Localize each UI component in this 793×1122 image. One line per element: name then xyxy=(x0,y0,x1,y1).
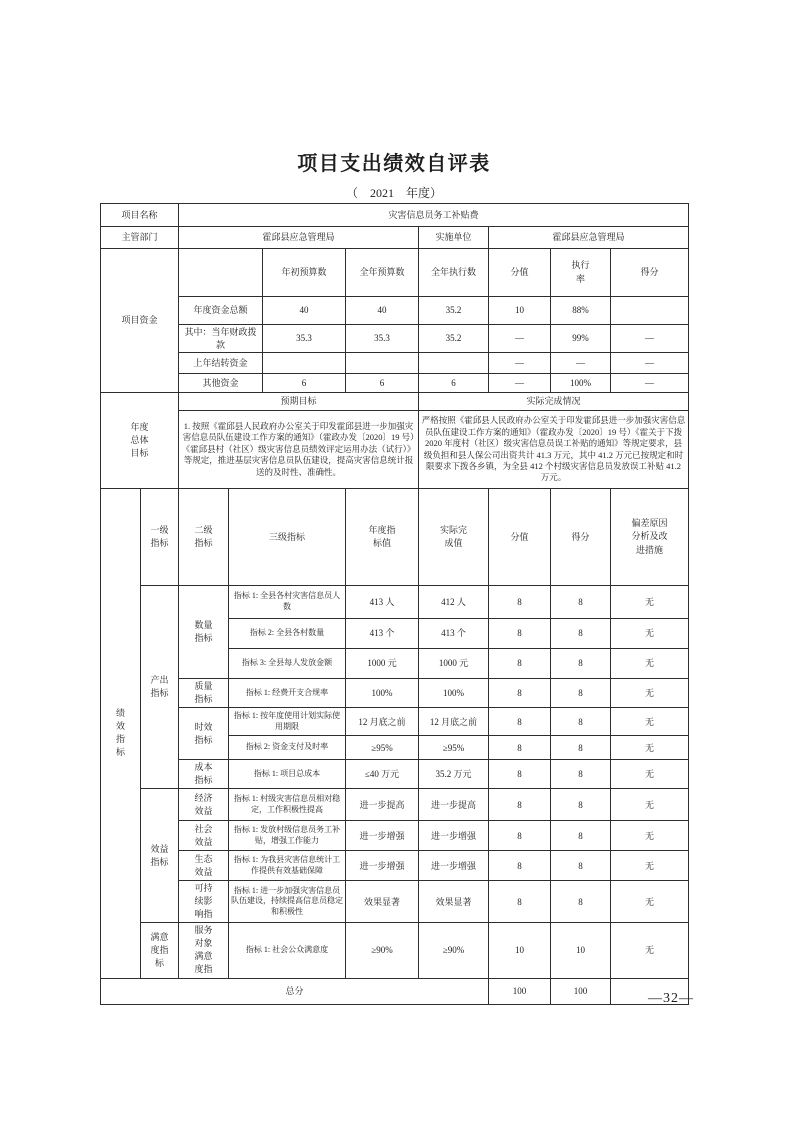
level2-social: 社会效益 xyxy=(179,821,229,851)
level2-service: 服务对象满意度指 xyxy=(179,923,229,978)
indicator-points-cell: 8 xyxy=(489,649,551,679)
funds-header-annual: 全年预算数 xyxy=(346,249,419,297)
dept-value: 霍邱县应急管理局 xyxy=(179,227,419,249)
funds-header-score: 得分 xyxy=(611,249,689,297)
goal-expected-header: 预期目标 xyxy=(179,393,419,411)
indicator-score-cell: 8 xyxy=(551,708,611,736)
funds-label-cell: 其中：当年财政拨款 xyxy=(179,325,263,353)
project-name-label: 项目名称 xyxy=(101,204,179,227)
indicator-actual-cell: 12 月底之前 xyxy=(419,708,489,736)
indicator-name-cell: 指标 1: 项目总成本 xyxy=(229,760,346,789)
funds-initial-cell xyxy=(263,353,346,374)
funds-points-cell: — xyxy=(489,374,551,393)
funds-points-cell: — xyxy=(489,353,551,374)
indicator-points-cell: 8 xyxy=(489,821,551,851)
document-title: 项目支出绩效自评表 xyxy=(297,153,491,175)
indicator-actual-cell: 进一步提高 xyxy=(419,789,489,821)
level1-satisfaction: 满意度指标 xyxy=(141,923,179,978)
indicator-name-cell: 指标 1: 社会公众满意度 xyxy=(229,923,346,978)
indicator-name-cell: 指标 1: 经费开支合规率 xyxy=(229,679,346,708)
indicator-name-cell: 指标 1: 村级灾害信息员相对稳定，工作积极性提高 xyxy=(229,789,346,821)
project-name-value: 灾害信息员务工补贴费 xyxy=(179,204,689,227)
indicator-name-cell: 指标 1: 全县各村灾害信息员人数 xyxy=(229,586,346,619)
indicator-deviation-cell: 无 xyxy=(611,821,689,851)
section-label-performance: 绩效指标 xyxy=(101,489,141,979)
indicator-target-cell: 进一步提高 xyxy=(346,789,419,821)
funds-header-initial: 年初预算数 xyxy=(263,249,346,297)
indicator-points-cell: 8 xyxy=(489,789,551,821)
indicator-actual-cell: 进一步增强 xyxy=(419,821,489,851)
indicator-row xyxy=(101,708,689,736)
header-target: 年度指标值 xyxy=(346,489,419,586)
indicator-target-cell: 12 月底之前 xyxy=(346,708,419,736)
funds-header-points: 分值 xyxy=(489,249,551,297)
level1-output: 产出指标 xyxy=(141,586,179,789)
funds-initial-cell: 35.3 xyxy=(263,325,346,353)
funds-executed-cell: 35.2 xyxy=(419,325,489,353)
funds-annual-cell xyxy=(346,353,419,374)
funds-points-cell: — xyxy=(489,325,551,353)
level2-timeliness: 时效指标 xyxy=(179,708,229,760)
funds-label-cell: 年度资金总额 xyxy=(179,297,263,325)
indicator-name-cell: 指标 1: 为我县灾害信息统计工作提供有效基础保障 xyxy=(229,851,346,881)
level2-quality: 质量指标 xyxy=(179,679,229,708)
indicator-score-cell: 8 xyxy=(551,619,611,649)
indicator-actual-cell: 100% xyxy=(419,679,489,708)
header-score: 得分 xyxy=(551,489,611,586)
funds-rate-cell: 100% xyxy=(551,374,611,393)
level2-ecological: 生态效益 xyxy=(179,851,229,881)
funds-annual-cell: 40 xyxy=(346,297,419,325)
header-points: 分值 xyxy=(489,489,551,586)
funds-rate-cell: — xyxy=(551,353,611,374)
indicator-points-cell: 8 xyxy=(489,760,551,789)
level2-sustainable: 可持续影响指 xyxy=(179,881,229,923)
indicator-row xyxy=(101,851,689,881)
section-label-funds: 项目资金 xyxy=(101,249,179,393)
funds-score-cell: — xyxy=(611,374,689,393)
indicator-target-cell: ≤40 万元 xyxy=(346,760,419,789)
total-score-cell: 100 xyxy=(551,978,611,1004)
indicator-actual-cell: 1000 元 xyxy=(419,649,489,679)
indicator-row xyxy=(101,760,689,789)
indicator-points-cell: 8 xyxy=(489,679,551,708)
indicator-actual-cell: 413 个 xyxy=(419,619,489,649)
level2-quantity: 数量指标 xyxy=(179,586,229,679)
indicator-target-cell: 1000 元 xyxy=(346,649,419,679)
indicator-deviation-cell: 无 xyxy=(611,789,689,821)
indicator-actual-cell: 412 人 xyxy=(419,586,489,619)
indicator-target-cell: 效果显著 xyxy=(346,881,419,923)
indicator-points-cell: 8 xyxy=(489,586,551,619)
indicator-row xyxy=(101,821,689,851)
funds-executed-cell xyxy=(419,353,489,374)
indicator-name-cell: 指标 2: 全县各村数量 xyxy=(229,619,346,649)
indicator-score-cell: 8 xyxy=(551,586,611,619)
indicator-actual-cell: ≥90% xyxy=(419,923,489,978)
goal-actual-text: 严格按照《霍邱县人民政府办公室关于印发霍邱县进一步加强灾害信息员队伍建设工作方案的通知》（霍政办发〔2020〕19 号）《霍关于下拨 2020 年度村（社区）级灾害信息员误工补贴的通知》等规定要求，县级负担和县人保公司出资共计 41.3 万元，其中 41.2 万元已按规定和时限要求下拨各乡镇，为全县 412 个村级灾害信息员发放误工补贴 41.2 万元。 xyxy=(419,411,689,489)
funds-row-carryover xyxy=(101,353,689,374)
indicator-actual-cell: 进一步增强 xyxy=(419,851,489,881)
indicator-row xyxy=(101,923,689,978)
header-level2: 二级指标 xyxy=(179,489,229,586)
indicator-points-cell: 10 xyxy=(489,923,551,978)
indicator-actual-cell: 效果显著 xyxy=(419,881,489,923)
funds-initial-cell: 40 xyxy=(263,297,346,325)
indicator-score-cell: 8 xyxy=(551,881,611,923)
indicator-name-cell: 指标 2: 资金支付及时率 xyxy=(229,736,346,760)
funds-rate-cell: 88% xyxy=(551,297,611,325)
project-name-row xyxy=(101,204,689,227)
funds-executed-cell: 35.2 xyxy=(419,297,489,325)
goal-expected-text: 1. 按照《霍邱县人民政府办公室关于印发霍邱县进一步加强灾害信息员队伍建设工作方案的通知》（霍政办发〔2020〕19 号）《霍邱县村（社区）级灾害信息员绩效评定运用办法（试行）》等规定，推进基层灾害信息员队伍建设，提高灾害信息统计报送的及时性、准确性。 xyxy=(179,411,419,489)
funds-initial-cell: 6 xyxy=(263,374,346,393)
header-deviation: 偏差原因分析及改进措施 xyxy=(611,489,689,586)
indicator-target-cell: 413 人 xyxy=(346,586,419,619)
indicator-name-cell: 指标 1: 进一步加强灾害信息员队伍建设，持续提高信息员稳定和积极性 xyxy=(229,881,346,923)
indicator-row xyxy=(101,679,689,708)
evaluation-table xyxy=(100,203,689,1005)
header-level1: 一级指标 xyxy=(141,489,179,586)
indicator-points-cell: 8 xyxy=(489,881,551,923)
funds-score-cell xyxy=(611,297,689,325)
funds-header-empty-cell xyxy=(179,249,263,297)
indicator-actual-cell: ≥95% xyxy=(419,736,489,760)
header-actual: 实际完成值 xyxy=(419,489,489,586)
funds-annual-cell: 35.3 xyxy=(346,325,419,353)
indicator-target-cell: 进一步增强 xyxy=(346,821,419,851)
indicator-deviation-cell: 无 xyxy=(611,649,689,679)
total-points-cell: 100 xyxy=(489,978,551,1004)
level1-benefit: 效益指标 xyxy=(141,789,179,923)
indicator-deviation-cell: 无 xyxy=(611,679,689,708)
funds-rate-cell: 99% xyxy=(551,325,611,353)
funds-header-row xyxy=(101,249,689,297)
indicator-points-cell: 8 xyxy=(489,708,551,736)
indicators-header-row xyxy=(101,489,689,586)
section-label-goal: 年度总体目标 xyxy=(101,393,179,489)
department-row xyxy=(101,227,689,249)
indicator-points-cell: 8 xyxy=(489,736,551,760)
indicator-name-cell: 指标 1: 发放村级信息员务工补贴，增强工作能力 xyxy=(229,821,346,851)
indicator-score-cell: 8 xyxy=(551,679,611,708)
indicator-target-cell: ≥90% xyxy=(346,923,419,978)
goal-content-row xyxy=(101,411,689,489)
indicator-target-cell: 100% xyxy=(346,679,419,708)
total-row xyxy=(101,978,689,1004)
funds-annual-cell: 6 xyxy=(346,374,419,393)
indicator-score-cell: 8 xyxy=(551,789,611,821)
funds-header-executed: 全年执行数 xyxy=(419,249,489,297)
indicator-deviation-cell: 无 xyxy=(611,619,689,649)
indicator-name-cell: 指标 1: 按年度使用计划实际使用期限 xyxy=(229,708,346,736)
funds-row-other xyxy=(101,374,689,393)
indicator-deviation-cell: 无 xyxy=(611,881,689,923)
indicator-score-cell: 8 xyxy=(551,851,611,881)
funds-points-cell: 10 xyxy=(489,297,551,325)
header-level3: 三级指标 xyxy=(229,489,346,586)
indicator-deviation-cell: 无 xyxy=(611,923,689,978)
indicator-score-cell: 10 xyxy=(551,923,611,978)
total-label: 总分 xyxy=(101,978,489,1004)
goal-actual-header: 实际完成情况 xyxy=(419,393,689,411)
funds-score-cell: — xyxy=(611,353,689,374)
funds-score-cell: — xyxy=(611,325,689,353)
funds-label-cell: 其他资金 xyxy=(179,374,263,393)
level2-economic: 经济效益 xyxy=(179,789,229,821)
impl-label: 实施单位 xyxy=(419,227,489,249)
indicator-points-cell: 8 xyxy=(489,619,551,649)
indicator-row xyxy=(101,586,689,619)
impl-value: 霍邱县应急管理局 xyxy=(489,227,689,249)
indicator-name-cell: 指标 3: 全县每人发放金额 xyxy=(229,649,346,679)
indicator-deviation-cell: 无 xyxy=(611,708,689,736)
page-number: —32— xyxy=(648,991,694,1006)
indicator-score-cell: 8 xyxy=(551,736,611,760)
indicator-points-cell: 8 xyxy=(489,851,551,881)
funds-executed-cell: 6 xyxy=(419,374,489,393)
indicator-target-cell: 413 个 xyxy=(346,619,419,649)
indicator-target-cell: 进一步增强 xyxy=(346,851,419,881)
indicator-deviation-cell: 无 xyxy=(611,851,689,881)
indicator-score-cell: 8 xyxy=(551,821,611,851)
indicator-actual-cell: 35.2 万元 xyxy=(419,760,489,789)
funds-header-rate: 执行率 xyxy=(551,249,611,297)
indicator-deviation-cell: 无 xyxy=(611,586,689,619)
level2-cost: 成本指标 xyxy=(179,760,229,789)
funds-label-cell: 上年结转资金 xyxy=(179,353,263,374)
goal-header-row xyxy=(101,393,689,411)
indicator-deviation-cell: 无 xyxy=(611,760,689,789)
indicator-row xyxy=(101,881,689,923)
indicator-deviation-cell: 无 xyxy=(611,736,689,760)
indicator-score-cell: 8 xyxy=(551,760,611,789)
funds-row-total xyxy=(101,297,689,325)
dept-label: 主管部门 xyxy=(101,227,179,249)
indicator-row xyxy=(101,789,689,821)
indicator-score-cell: 8 xyxy=(551,649,611,679)
funds-row-fiscal xyxy=(101,325,689,353)
indicator-target-cell: ≥95% xyxy=(346,736,419,760)
document-subtitle: （ 2021 年度） xyxy=(345,186,442,200)
